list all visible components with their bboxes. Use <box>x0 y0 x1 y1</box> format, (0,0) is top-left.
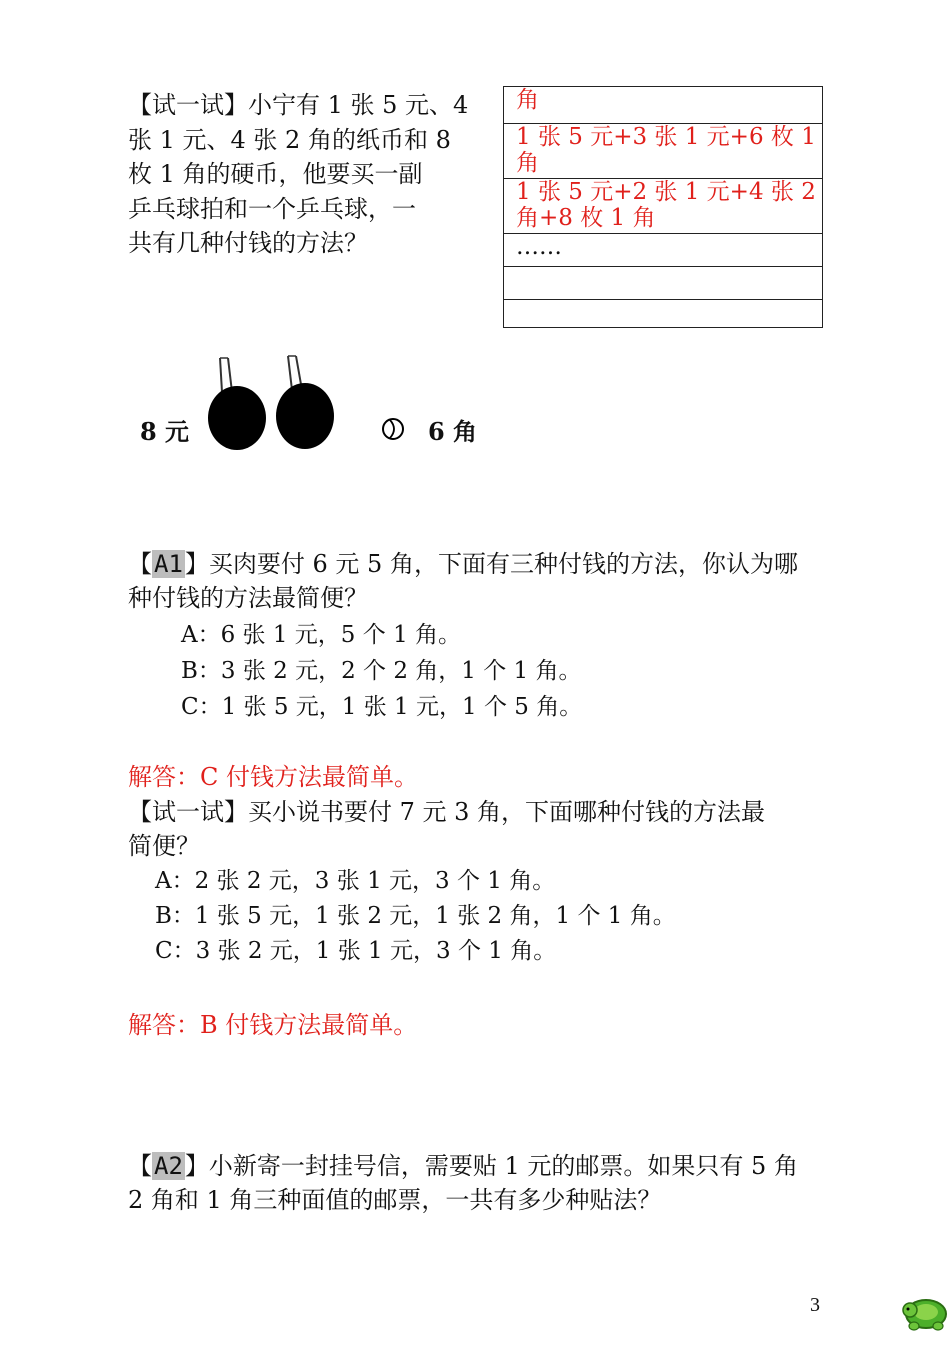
paddle-icon <box>208 358 266 450</box>
answer-row <box>504 300 823 328</box>
answer-row-line: 1 张 5 元+3 张 1 元+6 枚 1 <box>516 124 816 150</box>
turtle-logo-icon <box>900 1288 950 1338</box>
paddle-icon <box>276 356 334 449</box>
answer-table <box>503 86 823 328</box>
ball-icon <box>380 416 406 442</box>
tryit1-text <box>128 88 468 261</box>
a1-tag: A1 <box>154 550 183 578</box>
tryit2-options <box>155 864 676 969</box>
racket-price-label: 8 元 <box>140 417 190 446</box>
tryit1-line: 乒乓球拍和一个乒乓球，一 <box>128 194 416 223</box>
answer-row <box>504 179 823 234</box>
page-number: 3 <box>810 1294 820 1316</box>
tryit1-line: 共有几种付钱的方法？ <box>128 229 368 257</box>
answer-row-line: 1 张 5 元+2 张 1 元+4 张 2 <box>516 179 816 205</box>
answer-row-line: 角 <box>516 150 539 176</box>
paddles-illustration <box>200 350 350 455</box>
tryit2-line: 简便？ <box>128 832 200 860</box>
a1-problem <box>128 547 798 615</box>
answer-row <box>504 267 823 300</box>
option-a: A：2 张 2 元，3 张 1 元，3 个 1 角。 <box>155 868 556 894</box>
a1-line: 【A1】买肉要付 6 元 5 角，下面有三种付钱的方法，你认为哪 <box>128 550 798 578</box>
answer-row: 角 <box>504 87 823 124</box>
a2-problem <box>128 1149 798 1217</box>
tryit1-line: 枚 1 角的硬币，他要买一副 <box>128 160 423 188</box>
answer-row: …… <box>504 234 823 267</box>
tryit1-line: 【试一试】小宁有 1 张 5 元、4 <box>128 91 469 119</box>
option-a: A：6 张 1 元，5 个 1 角。 <box>181 622 462 648</box>
tryit2-answer: 解答：B 付钱方法最简单。 <box>128 1011 418 1039</box>
option-b: B：1 张 5 元，1 张 2 元，1 张 2 角，1 个 1 角。 <box>155 903 676 929</box>
option-c: C：3 张 2 元，1 张 1 元，3 个 1 角。 <box>155 938 557 964</box>
a1-text: 买肉要付 6 元 5 角，下面有三种付钱的方法，你认为哪 <box>208 550 798 578</box>
option-b: B：3 张 2 元，2 个 2 角，1 个 1 角。 <box>181 658 582 684</box>
a2-line: 2 角和 1 角三种面值的邮票，一共有多少种贴法？ <box>128 1186 662 1214</box>
ball-price-label: 6 角 <box>428 417 478 446</box>
a2-line: 【A2】小新寄一封挂号信，需要贴 1 元的邮票。如果只有 5 角 <box>128 1152 798 1180</box>
a1-options <box>181 617 582 725</box>
tryit1-line: 张 1 元、4 张 2 角的纸币和 8 <box>128 125 451 154</box>
tryit2-problem <box>128 795 765 863</box>
tryit2-line: 【试一试】买小说书要付 7 元 3 角，下面哪种付钱的方法最 <box>128 798 766 826</box>
a2-text: 小新寄一封挂号信，需要贴 1 元的邮票。如果只有 5 角 <box>208 1152 798 1180</box>
a2-tag: A2 <box>154 1152 183 1180</box>
answer-row-line: 角+8 枚 1 角 <box>516 205 656 231</box>
answer-row <box>504 124 823 179</box>
a1-line: 种付钱的方法最简便？ <box>128 584 368 612</box>
option-c: C：1 张 5 元，1 张 1 元，1 个 5 角。 <box>181 694 583 720</box>
a1-answer: 解答：C 付钱方法最简单。 <box>128 763 418 791</box>
